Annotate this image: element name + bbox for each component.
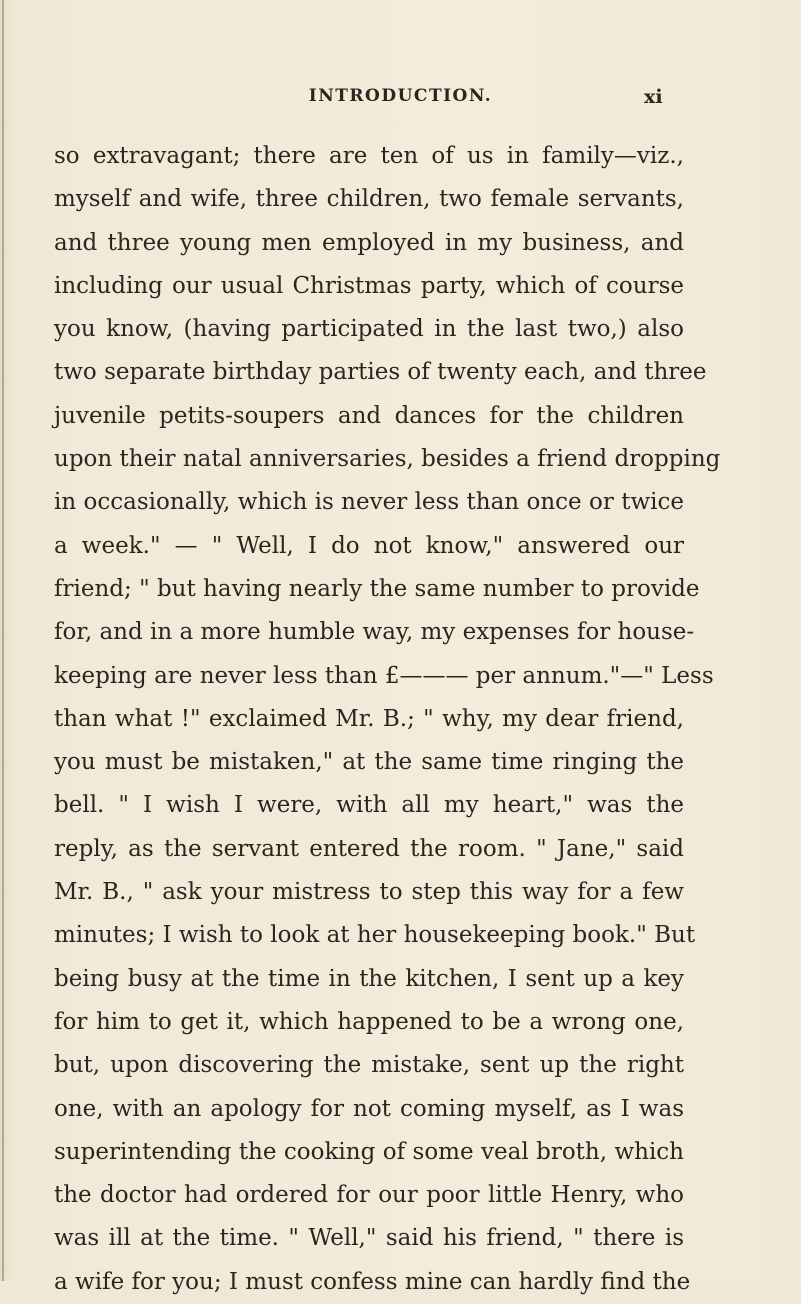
body-text xyxy=(54,135,721,1304)
text-line: a week." — " Well, I do not know," answered our xyxy=(54,532,684,559)
text-line: myself and wife, three children, two female servants, xyxy=(54,186,684,213)
text-line: upon their natal anniversaries, besides a friend dropping xyxy=(54,446,721,473)
text-line: superintending the cooking of some veal broth, which xyxy=(54,1138,684,1165)
text-line: so extravagant; there are ten of us in family—viz., xyxy=(54,143,684,169)
text-line: two separate birthday parties of twenty each, and three xyxy=(54,359,707,386)
text-line: being busy at the time in the kitchen, I sent up a key xyxy=(54,965,684,992)
text-line: for him to get it, which happened to be a wrong one, xyxy=(54,1008,684,1035)
text-line: keeping are never less than £——— per annum."—" Less xyxy=(54,662,714,689)
text-line: you must be mistaken," at the same time ringing the xyxy=(54,749,684,776)
running-title: INTRODUCTION. xyxy=(308,86,493,106)
text-line: friend; " but having nearly the same number to provide xyxy=(54,575,700,602)
text-line: you know, (having participated in the last two,) also xyxy=(54,316,684,343)
text-line: than what !" exclaimed Mr. B.; " why, my dear friend, xyxy=(54,705,684,732)
page-gutter-edge xyxy=(2,0,4,1281)
text-line: and three young men employed in my business, and xyxy=(54,229,684,256)
text-line: a wife for you; I must confess mine can hardly find the xyxy=(54,1268,691,1295)
text-line: juvenile petits-soupers and dances for the children xyxy=(54,402,684,429)
text-line: bell. " I wish I were, with all my heart," was the xyxy=(54,792,684,819)
text-line: Mr. B., " ask your mistress to step this way for a few xyxy=(54,879,684,906)
text-line: one, with an apology for not coming myself, as I was xyxy=(54,1095,684,1122)
running-head xyxy=(0,86,801,116)
text-line: minutes; I wish to look at her housekeeping book." But xyxy=(54,922,696,949)
text-line: the doctor had ordered for our poor little Henry, who xyxy=(54,1182,684,1209)
text-line: reply, as the servant entered the room. " Jane," said xyxy=(54,835,684,862)
page-number: xi xyxy=(644,86,663,108)
text-line: was ill at the time. " Well," said his friend, " there is xyxy=(54,1225,684,1252)
text-line: but, upon discovering the mistake, sent up the right xyxy=(54,1052,684,1079)
text-line: including our usual Christmas party, which of course xyxy=(54,272,684,299)
text-line: for, and in a more humble way, my expenses for house- xyxy=(54,619,695,646)
text-line: in occasionally, which is never less than once or twice xyxy=(54,489,684,516)
